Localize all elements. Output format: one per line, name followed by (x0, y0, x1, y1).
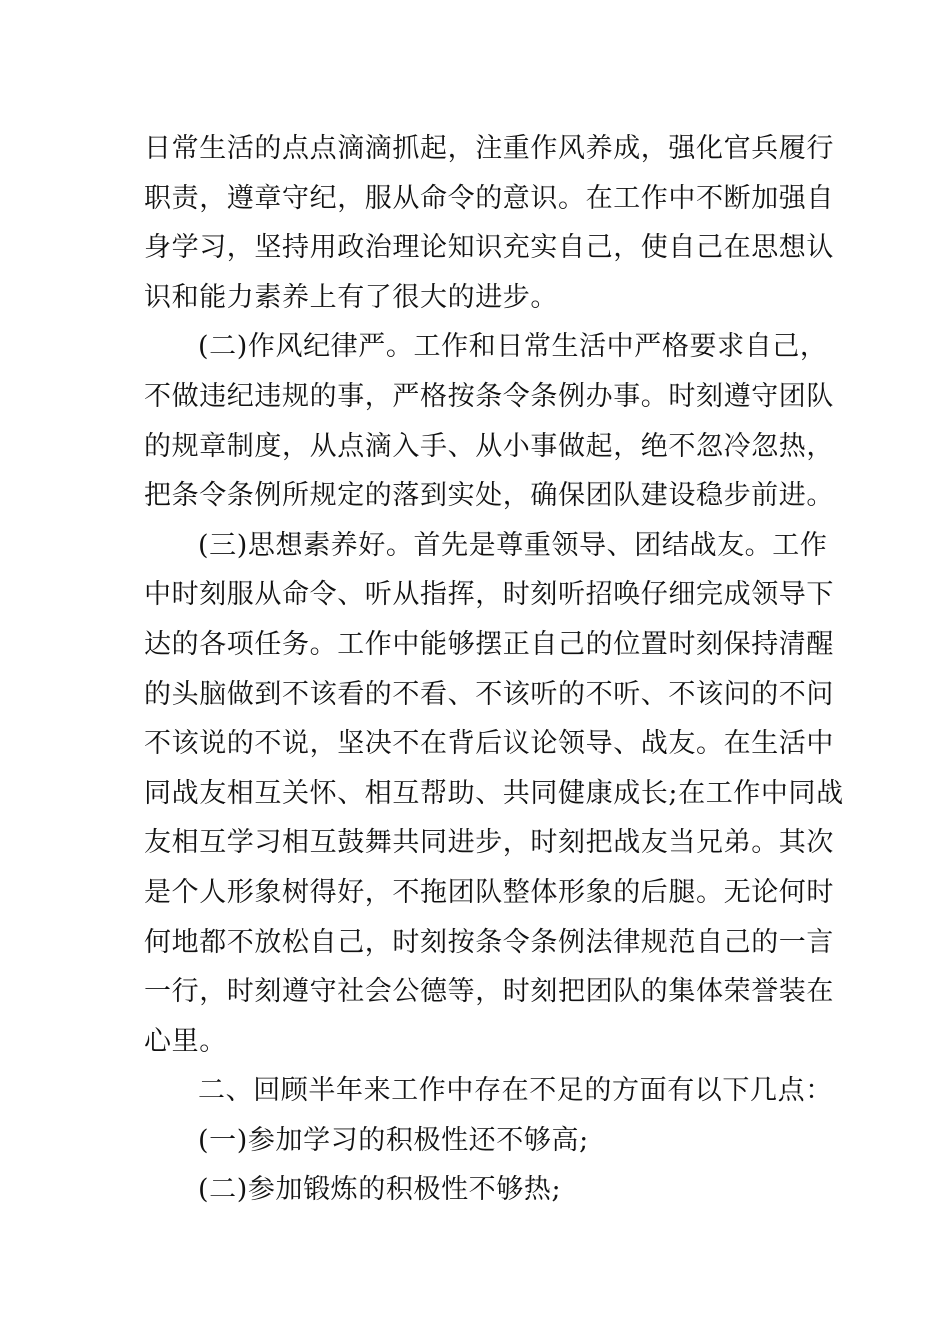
text-line: 不做违纪违规的事，严格按条令条例办事。时刻遵守团队 (144, 380, 834, 412)
text-line: 一行，时刻遵守社会公德等，时刻把团队的集体荣誉装在 (144, 976, 834, 1008)
text-line: (三)思想素养好。首先是尊重领导、团结战友。工作 (198, 529, 828, 561)
text-line: 心里。 (144, 1025, 227, 1057)
text-line: (二)作风纪律严。工作和日常生活中严格要求自己， (198, 331, 828, 363)
text-line: 二、回顾半年来工作中存在不足的方面有以下几点： (198, 1075, 833, 1107)
text-line: (一)参加学习的积极性还不够高; (198, 1124, 589, 1156)
text-line: 不该说的不说，坚决不在背后议论领导、战友。在生活中 (144, 728, 834, 760)
text-line: 中时刻服从命令、听从指挥，时刻听招唤仔细完成领导下 (144, 579, 834, 611)
text-line: 职责，遵章守纪，服从命令的意识。在工作中不断加强自 (144, 182, 834, 214)
text-line: 日常生活的点点滴滴抓起，注重作风养成，强化官兵履行 (144, 133, 834, 164)
text-line: (二)参加锻炼的积极性不够热; (198, 1174, 562, 1206)
text-line: 识和能力素养上有了很大的进步。 (144, 281, 558, 313)
text-line: 何地都不放松自己，时刻按条令条例法律规范自己的一言 (144, 926, 834, 958)
document-body (144, 124, 844, 1215)
text-line: 达的各项任务。工作中能够摆正自己的位置时刻保持清醒 (144, 628, 834, 660)
text-line: 的规章制度，从点滴入手、从小事做起，绝不忽冷忽热， (144, 430, 834, 462)
text-line: 的头脑做到不该看的不看、不该听的不听、不该问的不问 (144, 678, 834, 710)
text-line: 把条令条例所规定的落到实处，确保团队建设稳步前进。 (144, 480, 834, 512)
text-line: 友相互学习相互鼓舞共同进步，时刻把战友当兄弟。其次 (144, 827, 834, 859)
text-line: 同战友相互关怀、相互帮助、共同健康成长;在工作中同战 (144, 777, 844, 809)
text-line: 身学习，坚持用政治理论知识充实自己，使自己在思想认 (144, 232, 834, 264)
text-line: 是个人形象树得好，不拖团队整体形象的后腿。无论何时 (144, 876, 834, 908)
